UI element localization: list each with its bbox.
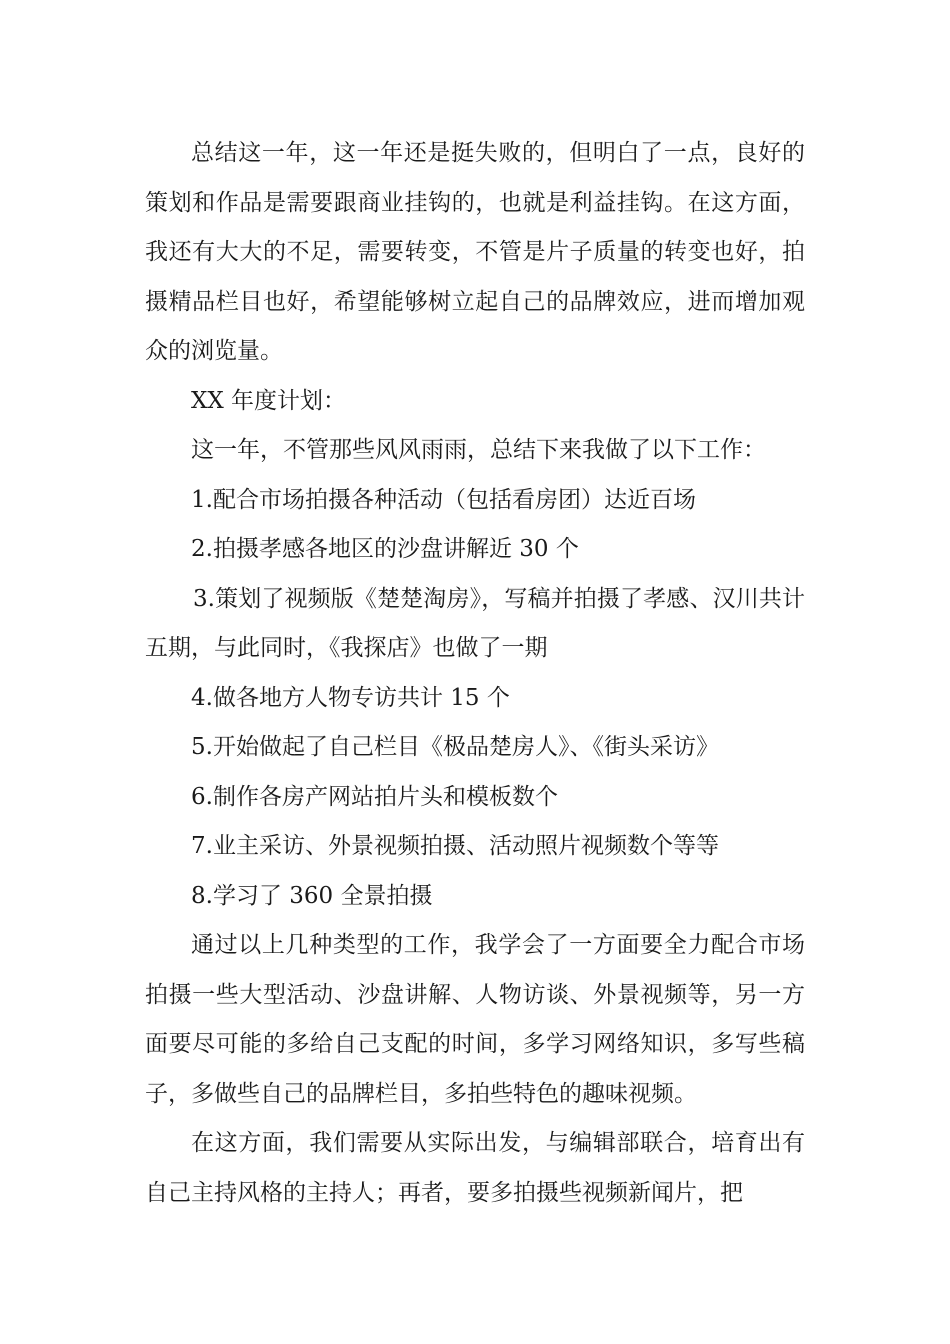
summary-paragraph: 总结这一年，这一年还是挺失败的，但明白了一点，良好的策划和作品是需要跟商业挂钩的，也就是利益挂钩。在这方面，我还有大大的不足，需要转变，不管是片子质量的转变也好，拍摄精品栏目也好，希望能够树立起自己的品牌效应，进而增加观众的浏览量。: [145, 140, 805, 364]
intro-paragraph: 这一年，不管那些风风雨雨，总结下来我做了以下工作：: [191, 437, 766, 463]
work-item-5: 5.开始做起了自己栏目《极品楚房人》、《街头采访》: [191, 734, 719, 760]
plan-heading: XX 年度计划：: [191, 387, 347, 414]
work-item-7: 7.业主采访、外景视频拍摄、活动照片视频数个等等: [191, 833, 719, 859]
work-item-3: 3.策划了视频版《楚楚淘房》，写稿并拍摄了孝感、汉川共计五期，与此同时，《我探店》也做了一期: [145, 585, 805, 661]
work-item-8: 8.学习了 360 全景拍摄: [191, 882, 433, 909]
document-body: [145, 129, 805, 1218]
work-item-1: 1.配合市场拍摄各种活动（包括看房团）达近百场: [191, 486, 696, 513]
work-item-4: 4.做各地方人物专访共计 15 个: [191, 684, 510, 711]
closing-paragraph: 在这方面，我们需要从实际出发，与编辑部联合，培育出有自己主持风格的主持人；再者，要多拍摄些视频新闻片，把: [145, 1130, 805, 1206]
work-item-6: 6.制作各房产网站拍片头和模板数个: [191, 783, 558, 810]
work-item-2: 2.拍摄孝感各地区的沙盘讲解近 30 个: [191, 536, 579, 562]
learned-paragraph: 通过以上几种类型的工作，我学会了一方面要全力配合市场拍摄一些大型活动、沙盘讲解、人物访谈、外景视频等，另一方面要尽可能的多给自己支配的时间，多学习网络知识，多写些稿子，多做些自己的品牌栏目，多拍些特色的趣味视频。: [145, 932, 805, 1107]
